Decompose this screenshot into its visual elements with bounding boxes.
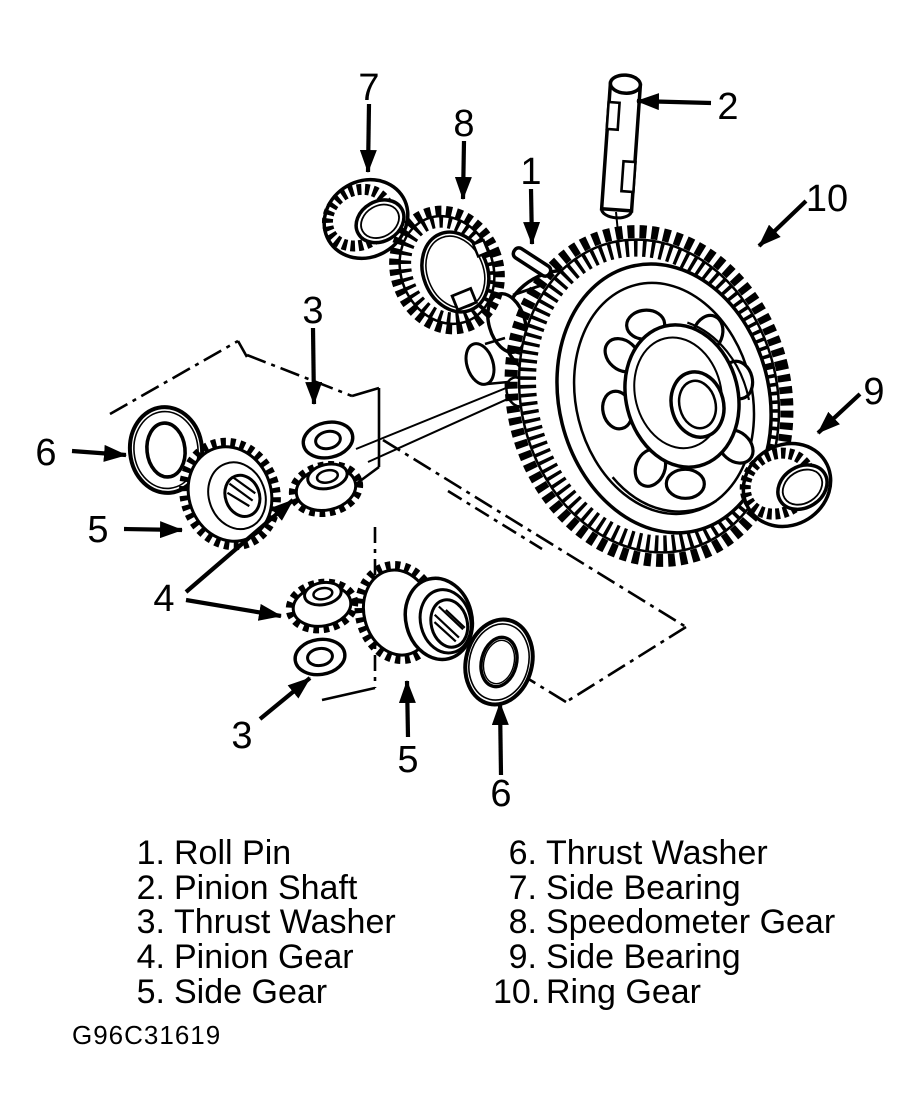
legend-item — [135, 972, 396, 1011]
callout-2-arrow — [637, 101, 711, 103]
legend-num: 7. — [508, 868, 537, 907]
legend-num: 5. — [136, 972, 165, 1011]
legend-label: Speedometer Gear — [546, 903, 836, 942]
callout-8-arrow — [463, 141, 464, 199]
legend-label: Pinion Shaft — [174, 868, 358, 907]
callout-2: 2 — [717, 86, 739, 128]
legend-column-right — [493, 836, 835, 1010]
legend-item — [135, 905, 396, 940]
legend-num: 10. — [493, 972, 541, 1011]
callout-3-lower: 3 — [231, 715, 253, 757]
callout-5-upper: 5 — [87, 509, 109, 551]
legend-label: Side Gear — [174, 972, 328, 1011]
legend-label: Thrust Washer — [174, 903, 396, 942]
legend-label: Roll Pin — [174, 834, 292, 872]
legend-label: Thrust Washer — [546, 834, 768, 872]
callout-6-upper-arrow — [72, 451, 126, 455]
callout-6-upper: 6 — [35, 432, 57, 474]
callout-3-lower-arrow — [260, 678, 310, 719]
legend-label: Side Bearing — [546, 938, 741, 977]
part-pinion-shaft — [601, 74, 642, 219]
callout-1-arrow — [531, 189, 532, 244]
part-thrust-washer-3-lower — [293, 636, 347, 678]
callout-6-lower-arrow — [500, 703, 501, 775]
legend-num: 2. — [136, 868, 165, 907]
callout-3-upper: 3 — [302, 290, 324, 332]
callout-6-lower: 6 — [490, 773, 512, 815]
callout-1: 1 — [520, 151, 542, 193]
callout-10: 10 — [805, 178, 849, 220]
legend-label: Ring Gear — [546, 972, 701, 1011]
figure-code: G96C31619 — [72, 1020, 222, 1050]
callout-5-lower: 5 — [397, 739, 419, 781]
legend-num: 8. — [508, 903, 537, 942]
legend-item — [493, 905, 835, 940]
callout-4-arrow-b — [186, 600, 281, 616]
legend-label: Side Bearing — [546, 868, 741, 907]
callout-8: 8 — [453, 103, 475, 145]
legend-item — [493, 940, 835, 975]
callout-7-arrow — [368, 104, 369, 172]
legend-item — [135, 868, 396, 907]
part-thrust-washer-3-upper — [300, 418, 356, 463]
legend-num: 3. — [136, 903, 165, 942]
legend-num: 1. — [136, 834, 165, 872]
callout-3-upper-arrow — [313, 328, 314, 404]
callout-9: 9 — [863, 371, 885, 413]
callout-5-upper-arrow — [124, 529, 182, 530]
part-pinion-gear-lower — [286, 578, 357, 634]
part-roll-pin — [511, 246, 552, 278]
legend-column-left — [135, 836, 396, 1010]
legend-num: 6. — [508, 834, 537, 872]
legend-num: 9. — [508, 938, 537, 977]
callout-10-arrow — [759, 201, 806, 246]
legend-item — [493, 868, 835, 907]
legend-item — [493, 836, 835, 871]
part-side-gear-lower — [350, 550, 481, 677]
callout-4: 4 — [153, 578, 175, 620]
legend-num: 4. — [136, 938, 165, 977]
callout-9-arrow — [818, 394, 860, 433]
part-pinion-gear-upper — [289, 459, 363, 519]
legend-label: Pinion Gear — [174, 938, 354, 977]
legend-item — [135, 940, 396, 975]
legend-item — [135, 836, 396, 871]
callout-5-lower-arrow — [407, 681, 408, 737]
legend-item — [493, 972, 835, 1011]
callout-7: 7 — [358, 67, 380, 109]
